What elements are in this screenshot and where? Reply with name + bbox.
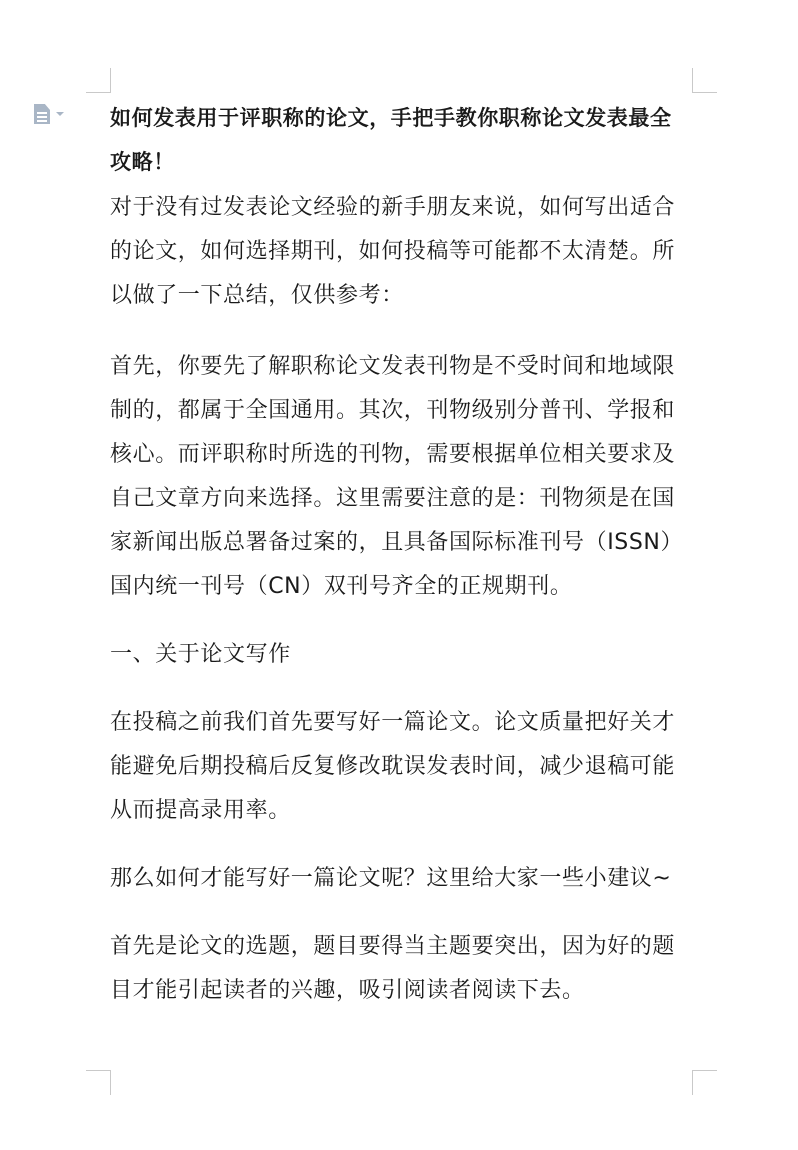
paragraph-intro: 对于没有过发表论文经验的新手朋友来说，如何写出适合的论文，如何选择期刊，如何投稿等可能都不太清楚。所以做了一下总结，仅供参考： — [110, 195, 676, 308]
document-body[interactable] — [110, 96, 692, 1013]
paragraph-how-to-write: 那么如何才能写好一篇论文呢？这里给大家一些小建议~ — [110, 866, 672, 891]
caret-down-icon — [56, 112, 64, 116]
crop-mark-top-right — [692, 68, 717, 93]
document-title: 如何发表用于评职称的论文，手把手教你职称论文发表最全攻略！ — [110, 105, 672, 174]
crop-mark-top-left — [86, 68, 111, 93]
paragraph-write-first: 在投稿之前我们首先要写好一篇论文。论文质量把好关才能避免后期投稿后反复修改耽误发表时间，减少退稿可能从而提高录用率。 — [110, 710, 676, 823]
paragraph-journal-info: 首先，你要先了解职称论文发表刊物是不受时间和地域限制的，都属于全国通用。其次，刊物级别分普刊、学报和核心。而评职称时所选的刊物，需要根据单位相关要求及自己文章方向来选择。这里需要注意的是：刊物须是在国家新闻出版总署备过案的，且具备国际标准刊号（ISSN）国内统一刊号（CN）双刊号齐全的正规期刊。 — [110, 354, 684, 599]
crop-mark-bottom-left — [86, 1070, 111, 1095]
document-icon — [34, 104, 50, 124]
crop-mark-bottom-right — [692, 1070, 717, 1095]
paragraph-menu-button[interactable] — [34, 102, 74, 126]
paragraph-topic-selection: 首先是论文的选题，题目要得当主题要突出，因为好的题目才能引起读者的兴趣，吸引阅读者阅读下去。 — [110, 934, 676, 1003]
section-heading-writing: 一、关于论文写作 — [110, 642, 291, 667]
